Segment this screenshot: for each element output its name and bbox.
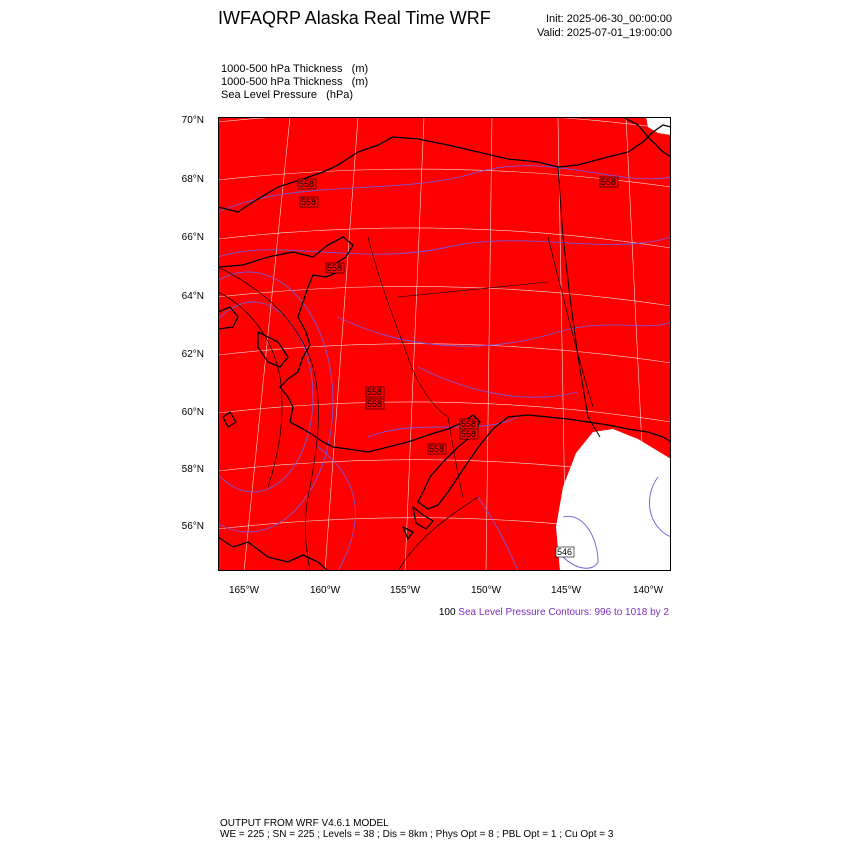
lat-label: 70°N — [181, 115, 204, 126]
contour-label: 558 — [601, 177, 617, 187]
contour-label: 558 — [461, 419, 477, 429]
contour-caption — [439, 607, 669, 618]
lat-label: 62°N — [181, 349, 204, 360]
field-item: Sea Level Pressure (hPa) — [221, 89, 354, 101]
field-item: 1000-500 hPa Thickness (m) — [221, 63, 369, 75]
contour-caption-number: 100 — [438, 607, 456, 618]
contour-label: 558 — [299, 179, 315, 189]
lon-label: 160°W — [309, 585, 341, 596]
field-item: 1000-500 hPa Thickness (m) — [221, 76, 369, 88]
contour-label: 558 — [327, 263, 343, 273]
footer-line: WE = 225 ; SN = 225 ; Levels = 38 ; Dis = 8km ; Phys Opt = 8 ; PBL Opt = 1 ; Cu Opt = 3 — [220, 829, 614, 840]
model-footer — [220, 818, 613, 840]
lat-label: 60°N — [181, 407, 204, 418]
lon-label: 165°W — [228, 585, 260, 596]
contour-label: 558 — [301, 197, 317, 207]
lon-label: 145°W — [550, 585, 582, 596]
valid-time: Valid: 2025-07-01_19:00:00 — [537, 27, 672, 39]
lat-label: 68°N — [181, 174, 204, 185]
map-panel — [218, 117, 671, 571]
footer-line: OUTPUT FROM WRF V4.6.1 MODEL — [220, 818, 389, 829]
contour-label: 558 — [461, 429, 477, 439]
lat-label: 64°N — [181, 291, 204, 302]
lon-label: 150°W — [470, 585, 502, 596]
lon-label: 140°W — [632, 585, 664, 596]
contour-label: 546 — [557, 547, 573, 557]
init-time: Init: 2025-06-30_00:00:00 — [546, 13, 672, 25]
map-title: IWFAQRP Alaska Real Time WRF — [218, 8, 491, 28]
lat-label: 58°N — [181, 464, 204, 475]
lat-label: 56°N — [181, 521, 204, 532]
contour-label: 558 — [367, 387, 383, 397]
lat-label: 66°N — [181, 232, 204, 243]
field-list — [221, 63, 368, 102]
contour-caption-text: Sea Level Pressure Contours: 996 to 1018 by 2 — [458, 607, 669, 618]
contour-label: 558 — [429, 444, 445, 454]
contour-label: 558 — [367, 399, 383, 409]
lon-label: 155°W — [389, 585, 421, 596]
timestamp-block — [537, 12, 672, 40]
